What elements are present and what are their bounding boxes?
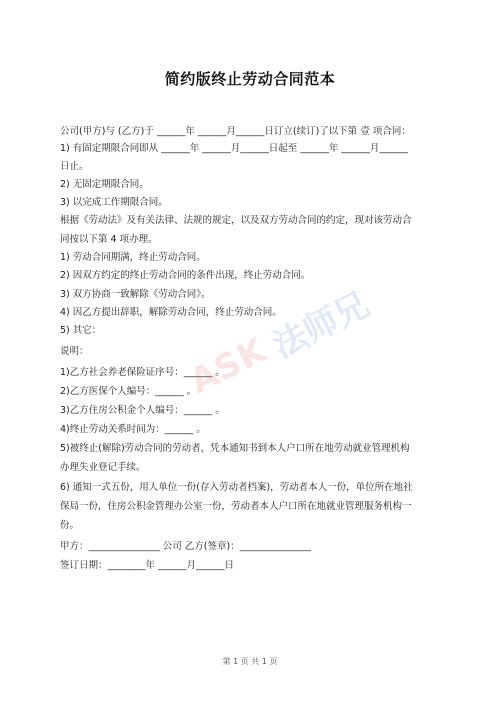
clause-open-term: 2) 无固定期限合同。	[60, 179, 149, 190]
note-4: 4)终止劳动关系时间为：______ 。	[60, 424, 206, 435]
signature-line: 甲方：_______________ 公司 乙方(签章)：_______________	[60, 541, 311, 552]
notes-heading: 说明：	[60, 346, 89, 357]
watermark-brand-text: 法师兄	[266, 284, 376, 367]
clause-task-term: 3) 以完成工作期限合同。	[60, 197, 168, 208]
option-5: 5) 其它：	[60, 325, 102, 336]
option-3: 3) 双方协商一致解除《劳动合同》。	[60, 289, 211, 300]
option-1: 1) 劳动合同期满，终止劳动合同。	[60, 252, 206, 263]
note-3: 3)乙方住房公积金个人编号：______ 。	[60, 405, 225, 416]
note-1: 1)乙方社会养老保险证序号：______ 。	[60, 367, 225, 378]
legal-basis-line: 根据《劳动法》及有关法律、法规的规定，以及双方劳动合同的约定，现对该劳动合	[60, 215, 412, 226]
page-footer: 第 1 页 共 1 页	[222, 657, 278, 666]
option-2: 2) 因双方约定的终止劳动合同的条件出现，终止劳动合同。	[60, 270, 311, 281]
clause-fixed-term: 1) 有固定期限合同即从 ______年 ______月______日起至 ______年 ______月______	[60, 143, 408, 154]
note-5-cont: 办理失业登记手续。	[60, 462, 146, 473]
note-6-cont: 保局一份，住房公积金管理办公室一份，劳动者本人户口所在地就业管理服务机构一	[60, 501, 412, 512]
watermark-ask-text: ASK	[183, 329, 274, 402]
option-4: 4) 因乙方提出辞职，解除劳动合同，终止劳动合同。	[60, 307, 282, 318]
sign-date-line: 签订日期：________年 ______月______日	[60, 560, 235, 571]
note-5: 5)被终止(解除)劳动合同的劳动者，凭本通知书到本人户口所在地劳动就业管理机构	[60, 443, 410, 454]
note-2: 2)乙方医保个人编号：______ 。	[60, 386, 197, 397]
note-6-end: 份。	[60, 520, 80, 531]
page-title: 简约版终止劳动合同范本	[164, 70, 336, 88]
legal-basis-line-cont: 同按以下第 4 项办理。	[60, 234, 158, 245]
note-6: 6) 通知一式五份，用人单位一份(存入劳动者档案)，劳动者本人一份，单位所在地社	[60, 482, 413, 493]
contract-intro-line: 公司(甲方)与 (乙方)于 ______年 ______月______日订立(续订)了以下第 壹 项合同：	[60, 126, 411, 137]
clause-fixed-term-end: 日止。	[60, 161, 89, 172]
